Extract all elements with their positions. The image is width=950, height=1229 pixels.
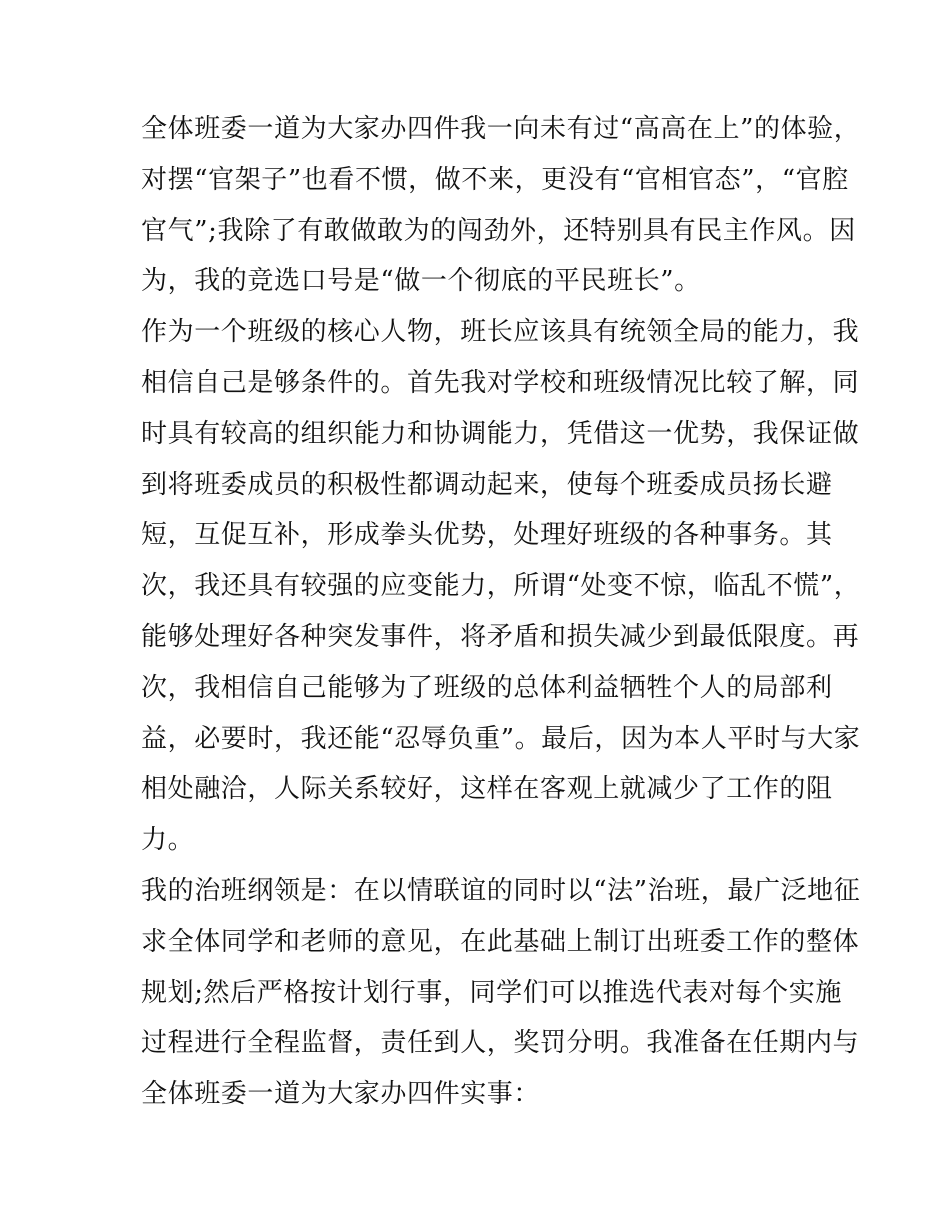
text-line: 规划;然后严格按计划行事，同学们可以推选代表对每个实施 xyxy=(141,977,842,1008)
text-line: 次，我相信自己能够为了班级的总体利益牺牲个人的局部利 xyxy=(141,672,833,703)
text-line: 全体班委一道为大家办四件我一向未有过“高高在上”的体验， xyxy=(141,114,861,144)
text-line: 到将班委成员的积极性都调动起来，使每个班委成员扬长避 xyxy=(141,469,833,500)
text-line: 全体班委一道为大家办四件实事： xyxy=(141,1079,541,1110)
text-line: 求全体同学和老师的意见，在此基础上制订出班委工作的整体 xyxy=(141,926,860,957)
text-line: 作为一个班级的核心人物，班长应该具有统领全局的能力，我 xyxy=(141,317,860,348)
text-line: 短，互促互补，形成拳头优势，处理好班级的各种事务。其 xyxy=(141,520,833,551)
text-line: 时具有较高的组织能力和协调能力，凭借这一优势，我保证做 xyxy=(141,418,860,449)
text-line: 益，必要时，我还能“忍辱负重”。最后，因为本人平时与大家 xyxy=(141,723,861,754)
text-line: 官气”;我除了有敢做敢为的闯劲外，还特别具有民主作风。因 xyxy=(141,215,856,246)
text-line: 能够处理好各种突发事件，将矛盾和损失减少到最低限度。再 xyxy=(141,621,860,652)
text-line: 相处融洽，人际关系较好，这样在客观上就减少了工作的阻 xyxy=(141,774,833,805)
text-line: 相信自己是够条件的。首先我对学校和班级情况比较了解，同 xyxy=(141,367,860,398)
body-text xyxy=(141,104,861,1120)
text-line: 过程进行全程监督，责任到人，奖罚分明。我准备在任期内与 xyxy=(141,1028,860,1059)
text-line: 对摆“官架子”也看不惯，做不来，更没有“官相官态”，“官腔 xyxy=(141,164,849,195)
text-line: 为，我的竞选口号是“做一个彻底的平民班长”。 xyxy=(141,266,701,297)
text-line: 力。 xyxy=(141,825,195,856)
text-line: 我的治班纲领是：在以情联谊的同时以“法”治班，最广泛地征 xyxy=(141,875,861,906)
text-line: 次，我还具有较强的应变能力，所谓“处变不惊，临乱不慌”， xyxy=(141,571,861,602)
